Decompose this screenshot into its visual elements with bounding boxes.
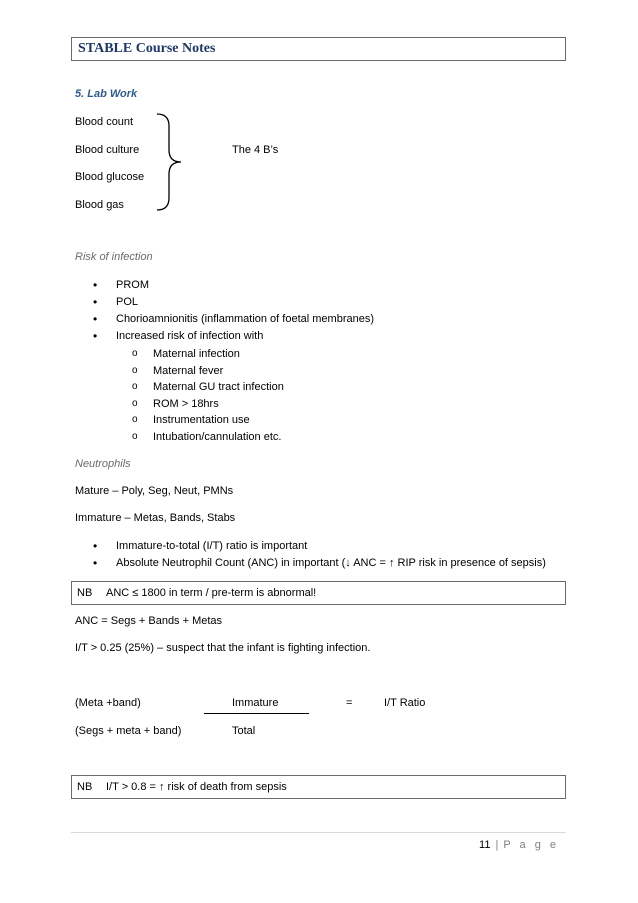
circle-bullet-icon: o bbox=[132, 430, 138, 442]
list-item bbox=[75, 311, 374, 328]
sub-bullet-text: ROM > 18hrs bbox=[153, 397, 219, 410]
section-heading-neutrophils: Neutrophils bbox=[75, 458, 131, 470]
lab-item-blood-count: Blood count bbox=[75, 116, 134, 128]
bullet-text: Absolute Neutrophil Count (ANC) in important (↓ ANC = ↑ RIP risk in presence of sepsis) bbox=[116, 557, 546, 569]
page-header-title: STABLE Course Notes bbox=[78, 41, 216, 56]
section-heading-risk-of-infection: Risk of infection bbox=[75, 251, 153, 263]
list-item bbox=[132, 412, 284, 429]
nb-box-anc bbox=[71, 581, 566, 605]
page-word: P a g e bbox=[503, 839, 559, 851]
sub-bullet-text: Maternal infection bbox=[153, 348, 240, 360]
bullet-text: Increased risk of infection with bbox=[116, 330, 264, 342]
footer-separator: | bbox=[495, 839, 499, 851]
bullet-icon: • bbox=[93, 539, 98, 553]
neutrophils-bullet-list bbox=[75, 538, 546, 572]
list-item bbox=[132, 363, 284, 380]
ratio-numerator: Immature bbox=[232, 697, 279, 709]
nb-box-it-risk bbox=[71, 775, 566, 799]
fraction-line bbox=[204, 713, 309, 714]
infection-sub-list bbox=[132, 346, 284, 445]
nb-text: ANC ≤ 1800 in term / pre-term is abnormal! bbox=[106, 587, 317, 599]
bullet-icon: • bbox=[93, 278, 98, 292]
bullet-icon: • bbox=[93, 329, 98, 343]
list-item bbox=[75, 328, 374, 345]
footer-divider bbox=[71, 832, 566, 833]
curly-brace-icon bbox=[155, 112, 185, 212]
it-threshold-text: I/T > 0.25 (25%) – suspect that the infant is fighting infection. bbox=[75, 642, 371, 654]
list-item bbox=[75, 277, 374, 294]
neutrophils-mature: Mature – Poly, Seg, Neut, PMNs bbox=[75, 485, 234, 497]
header-box bbox=[71, 37, 566, 61]
bullet-text: PROM bbox=[116, 279, 149, 291]
lab-item-blood-glucose: Blood glucose bbox=[75, 171, 145, 183]
circle-bullet-icon: o bbox=[132, 364, 138, 376]
ratio-bottom-left: (Segs + meta + band) bbox=[75, 725, 182, 737]
list-item bbox=[132, 396, 284, 413]
circle-bullet-icon: o bbox=[132, 397, 138, 409]
page-number: 11 bbox=[479, 839, 491, 851]
anc-formula: ANC = Segs + Bands + Metas bbox=[75, 615, 223, 627]
sub-bullet-text: Maternal fever bbox=[153, 364, 224, 377]
infection-bullet-list bbox=[75, 277, 374, 345]
section-heading-lab-work: 5. Lab Work bbox=[75, 88, 138, 100]
bullet-text: POL bbox=[116, 296, 139, 308]
lab-item-blood-culture: Blood culture bbox=[75, 144, 140, 156]
list-item bbox=[132, 379, 284, 396]
bullet-text: Immature-to-total (I/T) ratio is important bbox=[116, 540, 308, 552]
neutrophils-immature: Immature – Metas, Bands, Stabs bbox=[75, 512, 236, 524]
ratio-result: I/T Ratio bbox=[384, 697, 426, 709]
circle-bullet-icon: o bbox=[132, 348, 138, 359]
circle-bullet-icon: o bbox=[132, 381, 138, 392]
list-item bbox=[75, 555, 546, 572]
ratio-equals: = bbox=[346, 697, 353, 709]
page-footer bbox=[479, 839, 559, 851]
sub-bullet-text: Instrumentation use bbox=[153, 414, 250, 426]
list-item bbox=[75, 538, 546, 555]
ratio-top-left: (Meta +band) bbox=[75, 697, 141, 709]
list-item bbox=[75, 294, 374, 311]
list-item bbox=[132, 346, 284, 363]
nb-text: I/T > 0.8 = ↑ risk of death from sepsis bbox=[106, 781, 287, 793]
circle-bullet-icon: o bbox=[132, 414, 138, 425]
nb-label: NB bbox=[77, 781, 93, 793]
lab-item-blood-gas: Blood gas bbox=[75, 199, 124, 211]
bullet-icon: • bbox=[93, 312, 98, 326]
ratio-denominator: Total bbox=[232, 725, 256, 737]
brace-label: The 4 B’s bbox=[232, 144, 279, 156]
sub-bullet-text: Intubation/cannulation etc. bbox=[153, 430, 282, 443]
bullet-icon: • bbox=[93, 295, 98, 309]
bullet-text: Chorioamnionitis (inflammation of foetal membranes) bbox=[116, 313, 374, 325]
nb-label: NB bbox=[77, 587, 93, 599]
sub-bullet-text: Maternal GU tract infection bbox=[153, 381, 284, 393]
bullet-icon: • bbox=[93, 556, 98, 570]
list-item bbox=[132, 429, 284, 446]
